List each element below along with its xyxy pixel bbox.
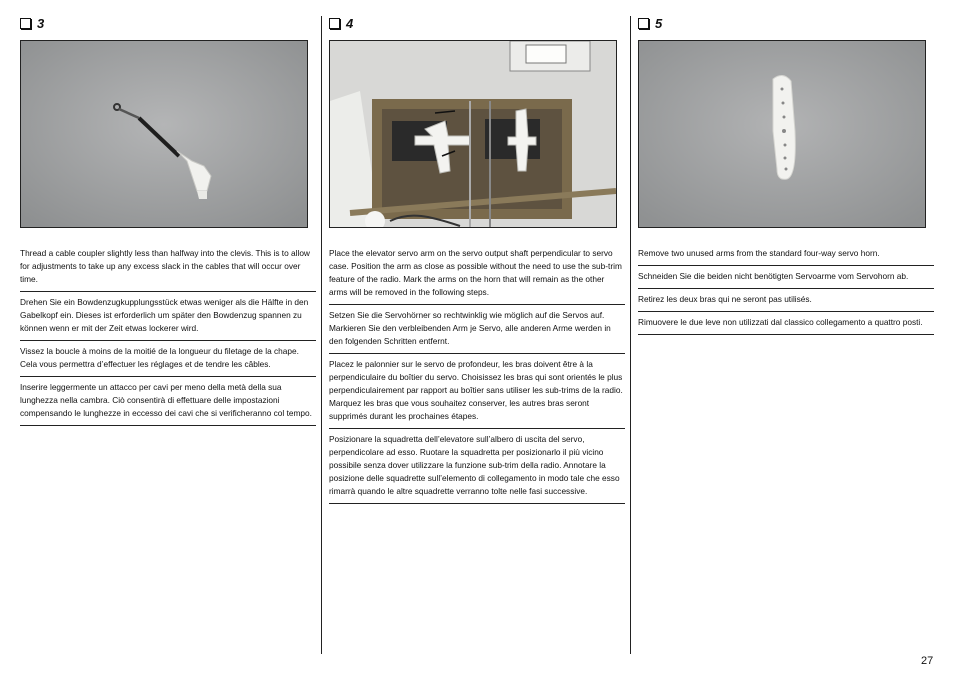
paragraph-de: Setzen Sie die Servohörner so rechtwinklig wie möglich auf die Servos auf. Markieren Sie den verbleibenden Arm je Servo, alle anderen Arme werden in den folgenden Schritten entfernt. [329,305,625,354]
paragraph-en: Thread a cable coupler slightly less than halfway into the clevis. This is to allow for adjustments to take up any excess slack in the cables that will occur over time. [20,247,316,292]
paragraph-it: Inserire leggermente un attacco per cavi per meno della metà della sua lunghezza nella cambra. Ciò consentirà di effettuare delle impostazioni compensando le lunghezze in eccesso dei cavi che si verificheranno col tempo. [20,377,316,426]
step-3-heading [20,16,316,32]
step-3-column [20,16,316,426]
checkbox-icon [638,18,649,29]
checkbox-icon [329,18,340,29]
step-5-text [638,247,934,335]
step-4-column [329,16,625,504]
page-number: 27 [921,655,934,667]
step-number: 5 [655,16,663,31]
servo-horn-photo [638,40,926,228]
step-5-heading [638,16,934,32]
clevis-photo [20,40,308,228]
step-4-text [329,247,625,504]
paragraph-de: Schneiden Sie die beiden nicht benötigten Servoarme vom Servohorn ab. [638,266,934,289]
column-divider [630,16,631,654]
step-number: 4 [346,16,354,31]
paragraph-fr: Retirez les deux bras qui ne seront pas utilisés. [638,289,934,312]
step-number: 3 [37,16,45,31]
paragraph-en: Place the elevator servo arm on the servo output shaft perpendicular to servo case. Position the arm as close as possible without the need to use the sub-trim feature of the radio. Mark the arms on the horn that will remain as the other arms will be removed in the following steps. [329,247,625,305]
servo-installation-photo [329,40,617,228]
step-4-heading [329,16,625,32]
paragraph-fr: Placez le palonnier sur le servo de profondeur, les bras doivent être à la perpendiculaire du boîtier du servo. Choisissez les bras qui sont orientés le plus perpendiculairement par rapport au boîtier sans utiliser les sub-trims de la radio. Marquez les bras que vous souhaitez conserver, les autres bras seront supprimés durant les prochaines étapes. [329,354,625,429]
paragraph-fr: Vissez la boucle à moins de la moitié de la longueur du filetage de la chape. Cela vous permettra d’effectuer les réglages et de tendre les câbles. [20,341,316,377]
column-divider [321,16,322,654]
step-3-text [20,247,316,426]
paragraph-it: Posizionare la squadretta dell’elevatore sull’albero di uscita del servo, perpendicolare ad esso. Ruotare la squadretta per posizionarlo il più vicino possibile senza dover utilizzare la funzione sub-trim della radio. Annotare la posizione delle squadrette sull’elemento di collegamento in modo tale che esso rimarrà quando le altre squadrette verranno tolte nelle fasi successive. [329,429,625,504]
checkbox-icon [20,18,31,29]
paragraph-it: Rimuovere le due leve non utilizzati dal classico collegamento a quattro posti. [638,312,934,335]
step-5-column [638,16,934,335]
paragraph-de: Drehen Sie ein Bowdenzugkupplungsstück etwas weniger als die Hälfte in den Gabelkopf ein. Dieses ist erforderlich um später den Bowdenzug spannen zu können wenn er mit der Zeit etwas lockerer wird. [20,292,316,341]
paragraph-en: Remove two unused arms from the standard four-way servo horn. [638,247,934,266]
